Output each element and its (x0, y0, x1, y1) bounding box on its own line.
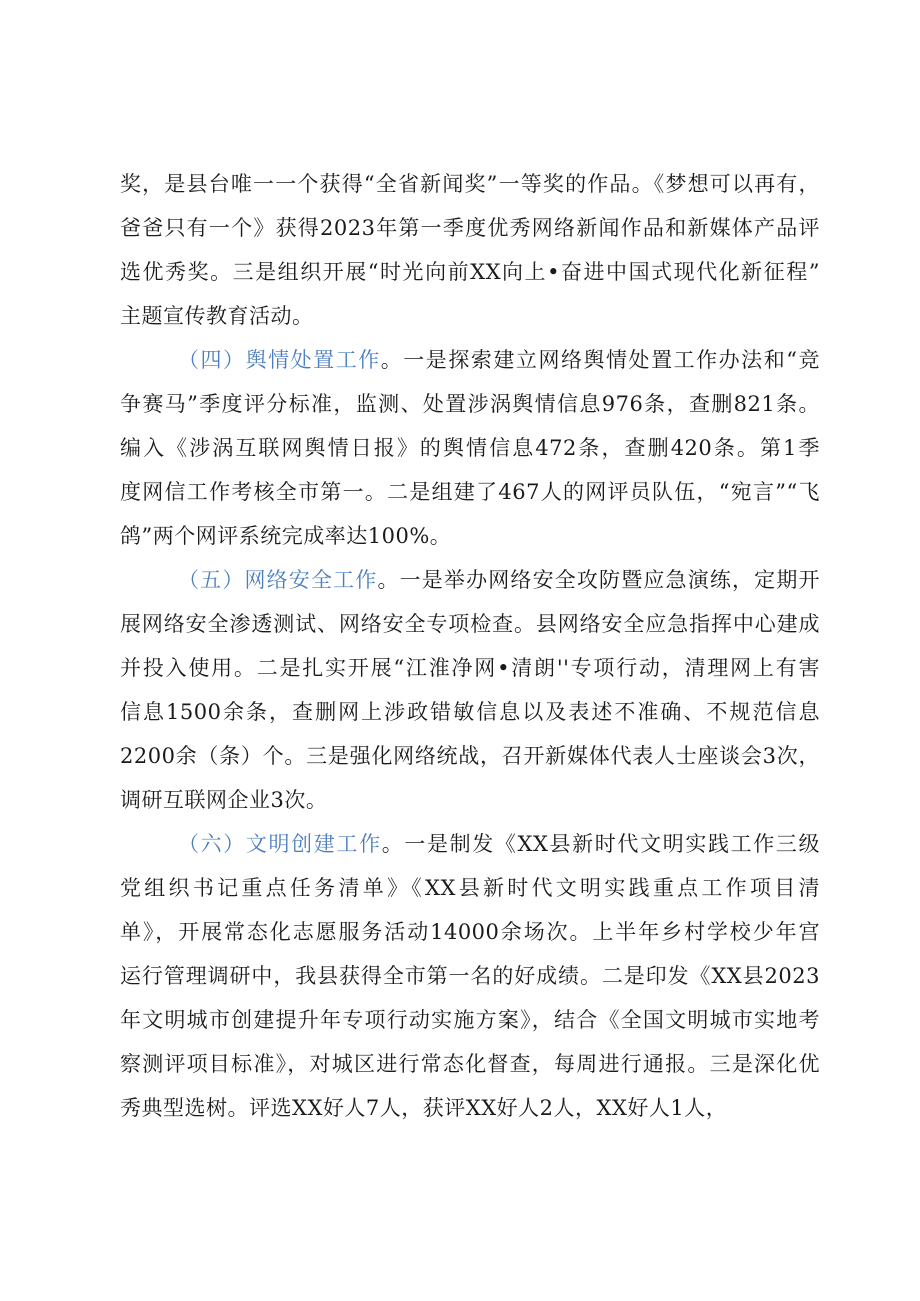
text-line: 鸽”两个网评系统完成率达100%。 (120, 524, 452, 548)
text-line (120, 558, 820, 602)
text-line: 度网信工作考核全市第一。二是组建了467人的网评员队伍，“宛言”“飞 (120, 480, 820, 504)
text-line-body: 。一是制发《XX县新时代文明实践工作三级 (381, 832, 820, 856)
paragraph-public-opinion (120, 338, 820, 558)
text-line: 秀典型选树。评选XX好人7人，获评XX好人2人，XX好人1人， (120, 1096, 728, 1120)
text-line: 党组织书记重点任务清单》《XX县新时代文明实践重点工作项目清 (120, 876, 820, 900)
text-line: 2200余（条）个。三是强化网络统战，召开新媒体代表人士座谈会3次， (120, 744, 820, 768)
section-heading-network-security: （五）网络安全工作 (178, 568, 378, 592)
text-line: 运行管理调研中，我县获得全市第一名的好成绩。二是印发《XX县2023 (120, 964, 820, 988)
paragraph-civilization (120, 822, 820, 1130)
text-line: 选优秀奖。三是组织开展“时光向前XX向上•奋进中国式现代化新征程” (120, 260, 820, 284)
paragraph-continuation (120, 162, 820, 338)
text-line: 单》，开展常态化志愿服务活动14000余场次。上半年乡村学校少年宫 (120, 920, 820, 944)
text-line-body: 。一是举办网络安全攻防暨应急演练，定期开 (377, 568, 821, 592)
text-line (120, 822, 820, 866)
section-heading-public-opinion: （四）舆情处置工作 (178, 348, 381, 372)
document-page (120, 162, 820, 1130)
text-line: 并投入使用。二是扎实开展“江淮净网•清朗''专项行动，清理网上有害 (120, 656, 820, 680)
section-heading-civilization: （六）文明创建工作 (178, 832, 382, 856)
text-line: 爸爸只有一个》获得2023年第一季度优秀网络新闻作品和新媒体产品评 (120, 216, 820, 240)
text-line: 奖，是县台唯一一个获得“全省新闻奖”一等奖的作品。《梦想可以再有， (120, 172, 820, 196)
text-line: 调研互联网企业3次。 (120, 788, 328, 812)
text-line: 主题宣传教育活动。 (120, 304, 314, 328)
text-line: 展网络安全渗透测试、网络安全专项检查。县网络安全应急指挥中心建成 (120, 612, 820, 636)
paragraph-network-security (120, 558, 820, 822)
text-line: 年文明城市创建提升年专项行动实施方案》，结合《全国文明城市实地考 (120, 1008, 820, 1032)
text-line (120, 338, 820, 382)
text-line: 察测评项目标准》，对城区进行常态化督查，每周进行通报。三是深化优 (120, 1052, 820, 1076)
text-line: 争赛马”季度评分标准，监测、处置涉涡舆情信息976条，查删821条。 (120, 392, 820, 416)
text-line: 编入《涉涡互联网舆情日报》的舆情信息472条，查删420条。第1季 (120, 436, 820, 460)
text-line-body: 。一是探索建立网络舆情处置工作办法和“竞 (380, 348, 821, 372)
text-line: 信息1500余条，查删网上涉政错敏信息以及表述不准确、不规范信息 (120, 700, 820, 724)
